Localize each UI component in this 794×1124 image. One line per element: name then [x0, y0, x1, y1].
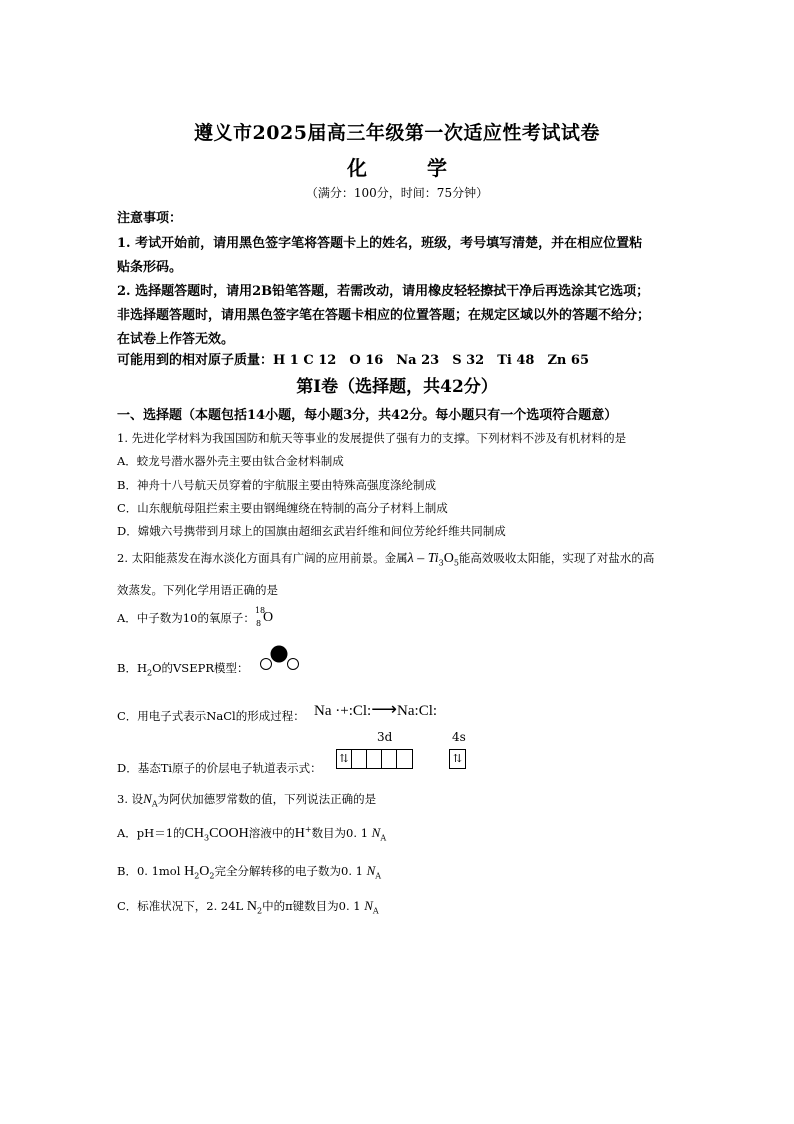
q2-option-b: B．$H_2O$的VSEPR模型： [117, 661, 249, 678]
note-2-line-2: 非选择题答题时，请用黑色签字笔在答题卡相应的位置答题；在规定区域以外的答题不给分； [117, 308, 651, 323]
label-4s: 4s [452, 730, 466, 744]
vsepr-model-image [256, 644, 302, 672]
atomic-masses: 可能用到的相对原子质量：H 1 C 12 O 16 Na 23 S 32 Ti 48 Zn 65 [117, 353, 589, 368]
orbital-4s-boxes [449, 748, 466, 769]
note-1-line-1: 1. 考试开始前，请用黑色签字笔将答题卡上的姓名，班级，考号填写清楚，并在相应位置粘 [117, 236, 643, 251]
subject-char-2: 学 [427, 156, 447, 180]
q3-stem: 3. 设$N_A$为阿伏加德罗常数的值，下列说法正确的是 [117, 791, 377, 809]
notes-heading: 注意事项： [117, 211, 183, 226]
oxygen-isotope: 18 8 O [254, 606, 274, 628]
vsepr-central-atom [271, 646, 288, 663]
orbital-3d-5 [397, 750, 412, 768]
vsepr-ligand-right [288, 659, 299, 670]
q1-option-a: A．蛟龙号潜水器外壳主要由钛合金材料制成 [117, 454, 344, 468]
note-1-line-2: 贴条形码。 [117, 260, 183, 275]
reaction-arrow: ⟶ [371, 699, 398, 719]
q2-option-d: D．基态Ti原子的价层电子轨道表示式： [117, 761, 322, 775]
orbital-3d-3 [367, 750, 382, 768]
score-time-line: （满分：100分，时间：75分钟） [305, 186, 489, 200]
vsepr-ligand-left [261, 659, 272, 670]
q2-option-a: A．中子数为10的氧原子： 18 8 O [117, 610, 277, 628]
orbital-3d-boxes [336, 748, 413, 769]
q1-option-d: D．嫦娥六号携带到月球上的国旗由超细玄武岩纤维和间位芳纶纤维共同制成 [117, 524, 506, 538]
label-3d: 3d [377, 730, 393, 744]
orbital-3d-2 [352, 750, 367, 768]
section-1-title: 第Ⅰ卷（选择题，共42分） [296, 377, 498, 397]
q2-stem-line-2: 效蒸发。下列化学用语正确的是 [117, 583, 278, 597]
section-1-instruction: 一、选择题（本题包括14小题，每小题3分，共42分。每小题只有一个选项符合题意） [117, 408, 618, 423]
q2-option-c: C．用电子式表示NaCl的形成过程： [117, 709, 305, 723]
subject-title [0, 152, 794, 181]
orbital-3d-1: ⇅ [337, 750, 352, 768]
nacl-formation: Na ·+:Cl:⟶Na:Cl: [314, 699, 438, 719]
subject-char-1: 化 [347, 156, 367, 180]
q3-option-b: B．0. 1mol $H_2O_2$完全分解转移的电子数为0. 1 $N_A$ [117, 863, 382, 881]
q3-option-a: A．pH＝1的$CH_3COOH$溶液中的H+数目为0. 1 $N_A$ [117, 825, 387, 843]
q1-option-c: C．山东舰航母阻拦索主要由钢绳缠绕在特制的高分子材料上制成 [117, 501, 448, 515]
orbital-3d-4 [382, 750, 397, 768]
note-2-line-3: 在试卷上作答无效。 [117, 332, 235, 347]
note-2-line-1: 2. 选择题答题时，请用2B铅笔答题，若需改动，请用橡皮轻轻擦拭干净后再选涂其它选项； [117, 284, 650, 299]
q1-option-b: B．神舟十八号航天员穿着的宇航服主要由特殊高强度涤纶制成 [117, 478, 436, 492]
q3-option-c: C．标准状况下，2. 24L $N_2$中的π键数目为0. 1 $N_A$ [117, 898, 379, 916]
exam-title: 遵义市2025届高三年级第一次适应性考试试卷 [194, 122, 600, 144]
orbital-4s-1: ⇅ [452, 751, 463, 765]
q2-stem-line-1: 2. 太阳能蒸发在海水淡化方面具有广阔的应用前景。金属λ – $Ti_3O_5$能高效吸收太阳能，实现了对盐水的高 [117, 551, 655, 568]
q1-stem: 1. 先进化学材料为我国国防和航天等事业的发展提供了强有力的支撑。下列材料不涉及有机材料的是 [117, 431, 627, 445]
